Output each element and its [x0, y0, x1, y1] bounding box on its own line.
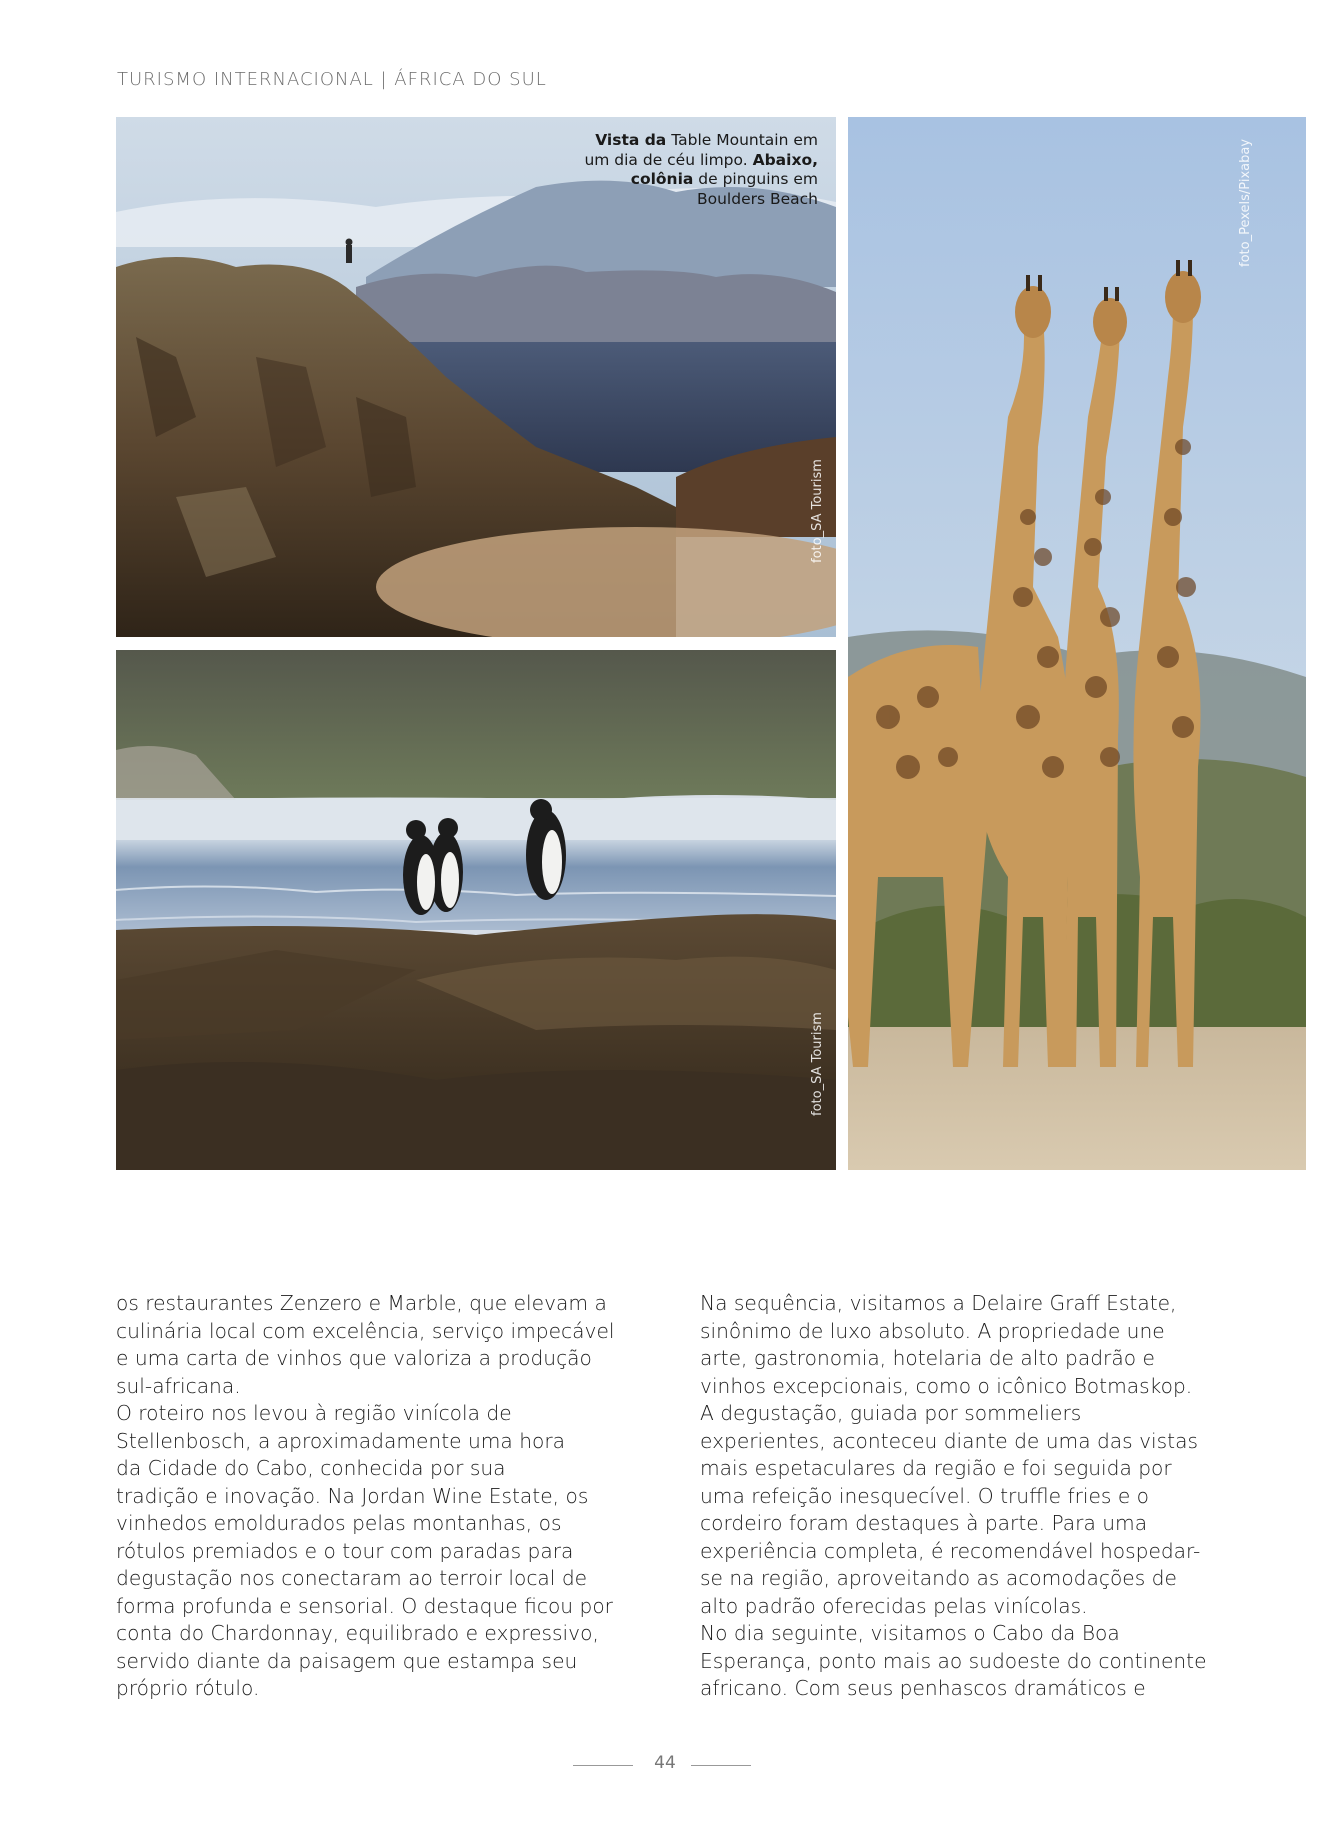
section-header: TURISMO INTERNACIONAL | ÁFRICA DO SUL [117, 69, 547, 90]
page-footer [0, 1751, 1329, 1781]
paragraph: os restaurantes Zenzero e Marble, que elevam a culinária local com excelência, serviço impecável e uma carta de vinhos que valoriza a produção sul-africana. [116, 1291, 615, 1398]
table-mountain-photo [116, 117, 836, 637]
penguins-image [116, 650, 836, 1170]
paragraph: O roteiro nos levou à região vinícola de Stellenbosch, a aproximadamente uma hora da Cidade do Cabo, conhecida por sua tradição e inovação. Na Jordan Wine Estate, os vinhedos emoldurados pelas montanhas, os rótulos premiados e o tour com paradas para degustação nos conectaram ao terroir local de forma profunda e sensorial. O destaque ficou por conta do Chardonnay, equilibrado e expressivo, servido diante da paisagem que estampa seu próprio rótulo. [116, 1401, 613, 1700]
footer-rule-left [573, 1765, 633, 1766]
footer-rule-right [691, 1765, 751, 1766]
paragraph: Na sequência, visitamos a Delaire Graff Estate, sinônimo de luxo absoluto. A propriedade une arte, gastronomia, hotelaria de alto padrão e vinhos excepcionais, como o icônico Botmaskop. A degustação, guiada por sommeliers experientes, aconteceu diante de uma das vistas mais espetaculares da região e foi seguida por uma refeição inesquecível. O truffle fries e o cordeiro foram destaques à parte. Para uma experiência completa, é recomendável hospedar- se na região, aproveitando as acomodações de alto padrão oferecidas pelas vinícolas. [700, 1291, 1201, 1618]
penguins-photo [116, 650, 836, 1170]
right-column [700, 1290, 1220, 1703]
paragraph: No dia seguinte, visitamos o Cabo da Boa Esperança, ponto mais ao sudoeste do continente africano. Com seus penhascos dramáticos e [700, 1621, 1207, 1700]
photo-caption: Vista da Table Mountain em um dia de céu limpo. Abaixo, colônia de pinguins em Boulders Beach [584, 131, 818, 208]
left-column [116, 1290, 636, 1703]
giraffes-image [848, 117, 1306, 1170]
page-number: 44 [654, 1753, 676, 1773]
photo-credit: foto_Pexels/Pixabay [1238, 138, 1253, 267]
photo-credit: foto_SA Tourism [810, 459, 825, 563]
giraffes-photo [848, 117, 1306, 1170]
photo-credit: foto_SA Tourism [810, 1012, 825, 1116]
